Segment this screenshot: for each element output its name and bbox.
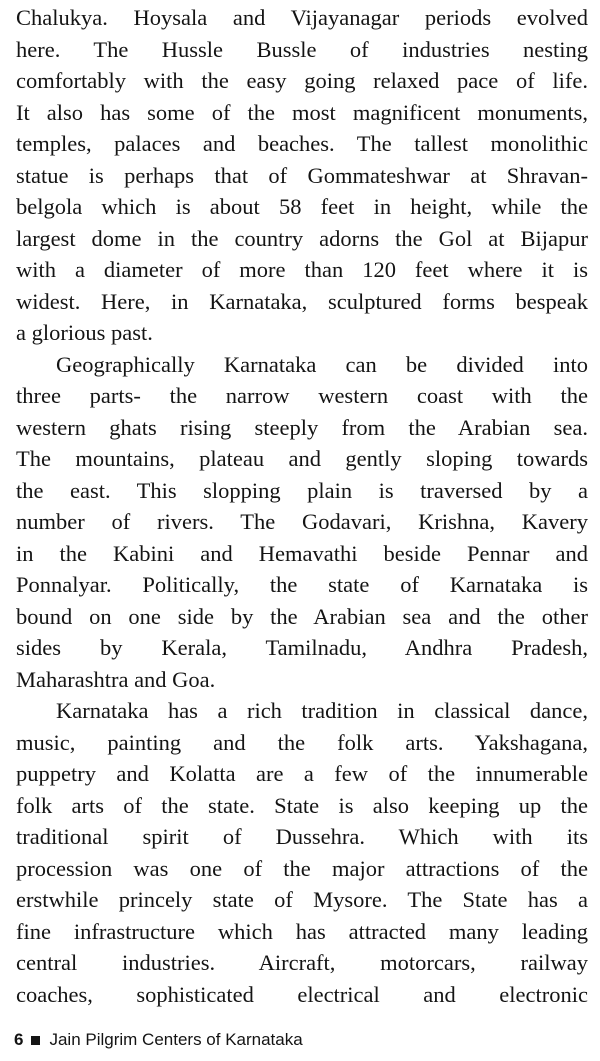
text-line: here. The Hussle Bussle of industries nesting — [16, 36, 588, 62]
paragraph-3 — [16, 695, 588, 1010]
paragraph-1 — [16, 2, 588, 349]
text-line: a glorious past. — [16, 320, 153, 345]
text-line: the east. This slopping plain is traversed by a — [16, 477, 588, 503]
text-line: It also has some of the most magnificent monuments, — [16, 99, 588, 125]
text-line: sides by Kerala, Tamilnadu, Andhra Pradesh, — [16, 635, 588, 660]
text-line: Chalukya. Hoysala and Vijayanagar periods evolved — [16, 5, 588, 30]
text-line: largest dome in the country adorns the Gol at Bijapur — [16, 225, 588, 251]
text-line: three parts- the narrow western coast with the — [16, 383, 588, 408]
text-line: central industries. Aircraft, motorcars, railway — [16, 950, 588, 975]
text-line: Ponnalyar. Politically, the state of Karnataka is — [16, 572, 588, 597]
text-line: puppetry and Kolatta are a few of the innumerable — [16, 761, 588, 786]
square-bullet-icon — [31, 1036, 40, 1045]
text-line: western ghats rising steeply from the Arabian sea. — [16, 414, 588, 440]
text-line: in the Kabini and Hemavathi beside Pennar and — [16, 540, 588, 566]
text-line: with a diameter of more than 120 feet where it is — [16, 257, 588, 282]
text-line: music, painting and the folk arts. Yakshagana, — [16, 729, 588, 755]
text-line: Karnataka has a rich tradition in classical dance, — [56, 698, 588, 723]
text-line: The mountains, plateau and gently sloping towards — [16, 446, 588, 471]
text-line: bound on one side by the Arabian sea and the other — [16, 603, 588, 629]
text-line: statue is perhaps that of Gommateshwar at Shravan- — [16, 162, 588, 188]
text-line: folk arts of the state. State is also keeping up the — [16, 792, 588, 818]
page-footer — [14, 1029, 303, 1051]
paragraph-2 — [16, 349, 588, 696]
text-line: number of rivers. The Godavari, Krishna, Kavery — [16, 509, 588, 534]
text-line: belgola which is about 58 feet in height, while the — [16, 194, 588, 219]
page-number: 6 — [14, 1030, 24, 1049]
page-body — [16, 2, 588, 1010]
text-line: temples, palaces and beaches. The tallest monolithic — [16, 131, 588, 156]
text-line: Geographically Karnataka can be divided into — [56, 351, 588, 377]
text-line: coaches, sophisticated electrical and electronic — [16, 981, 588, 1007]
text-line: procession was one of the major attractions of the — [16, 855, 588, 881]
text-line: widest. Here, in Karnataka, sculptured forms bespeak — [16, 288, 588, 314]
text-line: traditional spirit of Dussehra. Which with its — [16, 824, 588, 849]
text-line: fine infrastructure which has attracted many leading — [16, 918, 588, 944]
text-line: erstwhile princely state of Mysore. The State has a — [16, 887, 588, 912]
book-title: Jain Pilgrim Centers of Karnataka — [49, 1030, 303, 1049]
text-line: Maharashtra and Goa. — [16, 666, 216, 692]
text-line: comfortably with the easy going relaxed pace of life. — [16, 68, 588, 93]
